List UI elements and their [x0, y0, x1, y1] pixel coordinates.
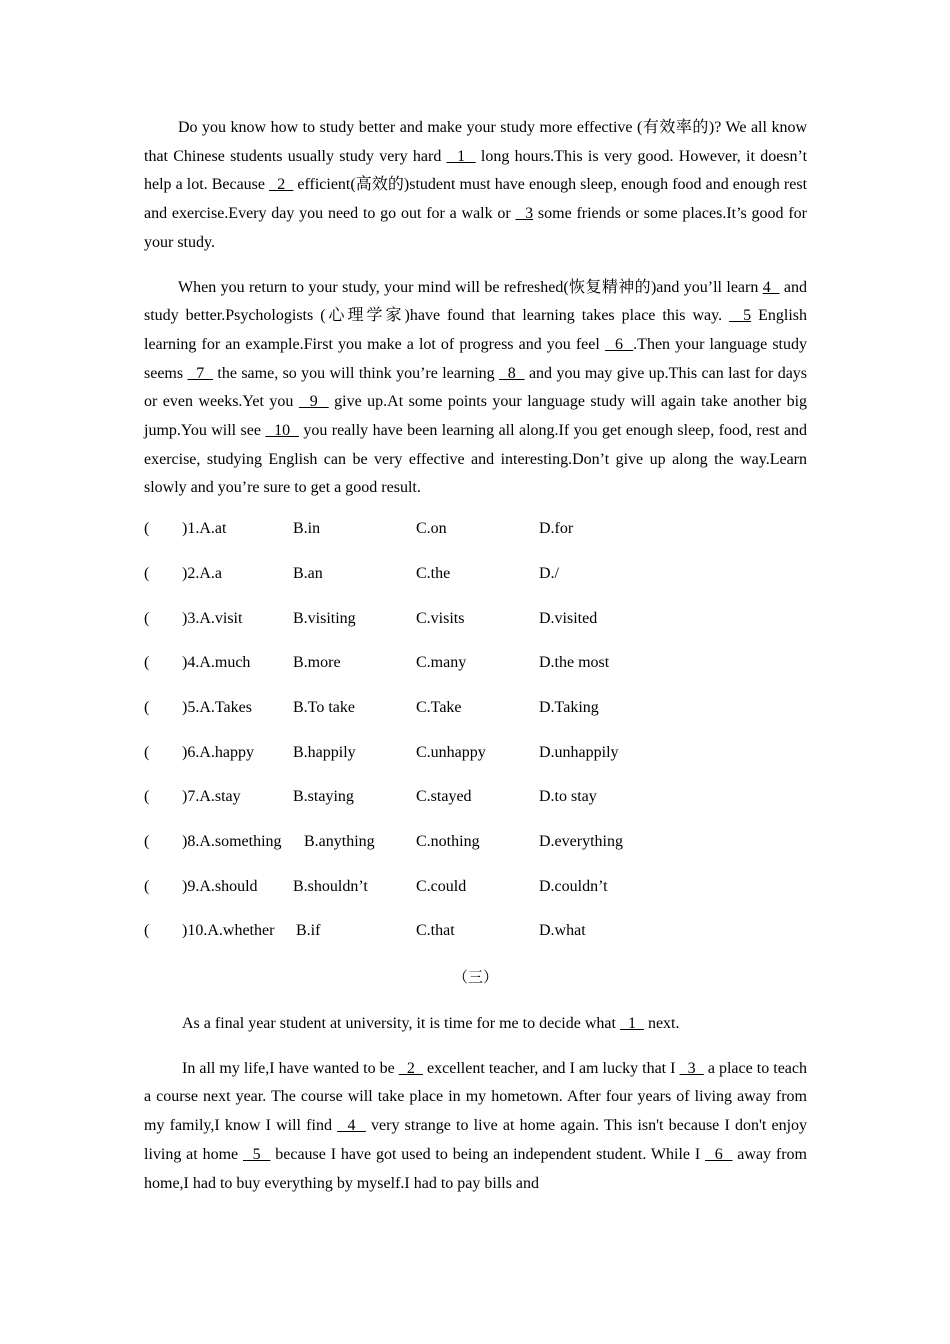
blank-7[interactable]: 7 [187, 364, 214, 382]
option-a: )2.A.a [182, 564, 222, 582]
answer-paren[interactable]: ( [144, 520, 150, 538]
option-b: B.staying [293, 788, 354, 806]
option-a: )6.A.happy [182, 743, 254, 761]
question-9 [144, 877, 807, 922]
option-c: C.stayed [416, 788, 472, 806]
option-b: B.anything [304, 832, 375, 850]
blank-3[interactable]: 3 [679, 1059, 704, 1077]
passage2-paragraph-2 [144, 274, 807, 504]
blank-1[interactable]: 1 [619, 1015, 644, 1033]
text-run: the same, so you will think you’re learning [213, 364, 500, 382]
option-c: C.that [416, 922, 455, 940]
question-3 [144, 609, 807, 654]
option-d: D.what [539, 922, 586, 940]
option-d: D.unhappily [539, 743, 619, 761]
section3-paragraph-2 [144, 1055, 807, 1199]
option-c: C.nothing [416, 832, 480, 850]
option-a: )8.A.something [182, 832, 282, 850]
text-run: a place to teach a course next year. The course will take place in my hometown. After four years of living away from my family,I know I will find [144, 1059, 808, 1135]
option-b: B.if [296, 922, 321, 940]
section3-paragraph-1 [144, 1010, 807, 1039]
option-d: D.visited [539, 609, 598, 627]
text-run: some friends or some places.It’s good for your study. [144, 205, 807, 251]
text-run: efficient(高效的)student must have enough sleep, enough food and enough rest and exercise.Every day you need to go out for a walk or [144, 176, 808, 223]
answer-paren[interactable]: ( [144, 922, 150, 940]
blank-10[interactable]: 10 [265, 422, 299, 440]
option-c: C.the [416, 564, 451, 582]
text-run: English learning for an example.First you make a lot of progress and you feel [144, 307, 807, 353]
text-run: Do you know how to study better and make your study more effective (有效率的)? We all know that Chinese students usually study very hard [144, 119, 807, 165]
option-b: B.shouldn’t [293, 877, 368, 895]
blank-8[interactable]: 8 [499, 364, 525, 382]
answer-paren[interactable]: ( [144, 564, 150, 582]
blank-3[interactable]: 3 [515, 205, 534, 223]
option-b: B.an [293, 564, 323, 582]
blank-6[interactable]: 6 [604, 335, 634, 353]
option-a: )1.A.at [182, 520, 227, 538]
option-c: C.Take [416, 698, 462, 716]
text-run: excellent teacher, and I am lucky that I [422, 1059, 680, 1077]
passage2-paragraph-1 [144, 114, 807, 258]
text-run: and you may give up.This can last for days or even weeks.Yet you [144, 364, 808, 411]
text-run: give up.At some points your language study will again take another big jump.You will see [144, 393, 808, 440]
option-a: )5.A.Takes [182, 698, 252, 716]
question-10 [144, 921, 807, 966]
option-c: C.on [416, 520, 447, 538]
blank-2[interactable]: 2 [398, 1059, 423, 1077]
blank-2[interactable]: 2 [269, 176, 294, 194]
option-d: D.the most [539, 654, 610, 672]
option-a: )10.A.whether [182, 922, 275, 940]
option-c: C.unhappy [416, 743, 486, 761]
option-b: B.happily [293, 743, 356, 761]
option-a: )4.A.much [182, 654, 251, 672]
option-d: D.everything [539, 832, 623, 850]
text-run: very strange to live at home again. This isn't because I don't enjoy living at home [144, 1117, 808, 1163]
option-a: )7.A.stay [182, 788, 241, 806]
document-page [144, 114, 807, 1214]
option-b: B.in [293, 520, 321, 538]
text-run: .Then your language study seems [144, 335, 808, 382]
option-c: C.visits [416, 609, 465, 627]
answer-paren[interactable]: ( [144, 698, 150, 716]
question-list [144, 519, 807, 966]
option-b: B.more [293, 654, 341, 672]
text-run: and study better.Psychologists (心理学家)have found that learning takes place this way. [144, 278, 807, 325]
option-a: )9.A.should [182, 877, 258, 895]
option-d: D./ [539, 564, 559, 582]
question-5 [144, 698, 807, 743]
blank-6[interactable]: 6 [705, 1145, 733, 1163]
text-run: because I have got used to being an independent student. While I [270, 1145, 706, 1163]
option-b: B.To take [293, 698, 355, 716]
text-run: long hours.This is very good. However, it doesn’t help a lot. Because [144, 147, 808, 194]
text-run: you really have been learning all along.If you get enough sleep, food, rest and exercise, studying English can be very effective and interesting.Don’t give up along the way.Learn slowly and you’re sure to get a good result. [144, 422, 808, 497]
answer-paren[interactable]: ( [144, 609, 150, 627]
answer-paren[interactable]: ( [144, 877, 150, 895]
answer-paren[interactable]: ( [144, 832, 150, 850]
blank-4[interactable]: 4 [762, 278, 780, 296]
option-d: D.couldn’t [539, 877, 608, 895]
blank-4[interactable]: 4 [337, 1117, 366, 1135]
option-c: C.could [416, 877, 467, 895]
text-run: As a final year student at university, it is time for me to decide what [182, 1015, 620, 1033]
blank-1[interactable]: 1 [446, 147, 476, 165]
question-7 [144, 787, 807, 832]
option-d: D.to stay [539, 788, 597, 806]
option-d: D.for [539, 520, 574, 538]
option-d: D.Taking [539, 698, 599, 716]
section-title: （三） [452, 968, 498, 987]
blank-9[interactable]: 9 [298, 393, 329, 411]
text-run: When you return to your study, your mind will be refreshed(恢复精神的)and you’ll learn [178, 278, 763, 296]
question-1 [144, 519, 807, 564]
question-2 [144, 564, 807, 609]
question-4 [144, 653, 807, 698]
text-run: next. [643, 1015, 680, 1033]
answer-paren[interactable]: ( [144, 654, 150, 672]
question-6 [144, 743, 807, 788]
blank-5[interactable]: 5 [242, 1145, 271, 1163]
text-run: away from home,I had to buy everything by myself.I had to pay bills and [144, 1145, 807, 1192]
option-c: C.many [416, 654, 467, 672]
answer-paren[interactable]: ( [144, 788, 150, 806]
question-8 [144, 832, 807, 877]
option-a: )3.A.visit [182, 609, 243, 627]
blank-5[interactable]: 5 [729, 307, 752, 325]
option-b: B.visiting [293, 609, 356, 627]
answer-paren[interactable]: ( [144, 743, 150, 761]
text-run: In all my life,I have wanted to be [182, 1059, 399, 1077]
